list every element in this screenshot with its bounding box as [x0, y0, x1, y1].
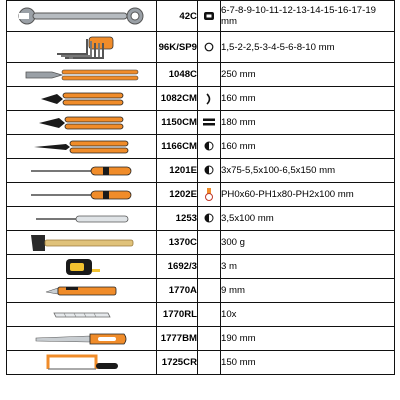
hex-key-set-icon [47, 34, 117, 60]
combination-pliers-icon [37, 114, 127, 132]
spec-symbol-cell [198, 159, 221, 183]
tool-image [7, 303, 157, 327]
tool-table [6, 0, 395, 375]
tool-image [7, 207, 157, 231]
long-nose-pliers-icon [32, 138, 132, 156]
tool-image [7, 279, 157, 303]
part-code: 1770RL [157, 303, 198, 327]
spec-symbol-cell [198, 327, 221, 351]
hex-socket-icon [203, 10, 215, 22]
spec-symbol-cell [198, 1, 221, 32]
tool-image [7, 87, 157, 111]
flat-jaw-icon [203, 117, 215, 127]
part-code: 1048C [157, 63, 198, 87]
size-description: 180 mm [221, 111, 395, 135]
size-description: 9 mm [221, 279, 395, 303]
size-description: 160 mm [221, 135, 395, 159]
size-description: 190 mm [221, 327, 395, 351]
part-code: 42C [157, 1, 198, 32]
spec-symbol-cell [198, 351, 221, 375]
tool-image [7, 159, 157, 183]
spec-symbol-cell [198, 111, 221, 135]
size-description: 160 mm [221, 87, 395, 111]
part-code: 1201E [157, 159, 198, 183]
tool-image [7, 32, 157, 63]
spec-symbol-cell [198, 207, 221, 231]
spec-symbol-cell [198, 231, 221, 255]
size-description: 10x [221, 303, 395, 327]
part-code: 96K/SP9 [157, 32, 198, 63]
size-description: 150 mm [221, 351, 395, 375]
spec-symbol-cell [198, 303, 221, 327]
size-description: 1,5-2-2,5-3-4-5-6-8-10 mm [221, 32, 395, 63]
table-row [7, 207, 395, 231]
tool-image [7, 135, 157, 159]
tool-image [7, 255, 157, 279]
tool-image [7, 351, 157, 375]
half-round-icon [204, 165, 214, 175]
table-row [7, 87, 395, 111]
size-description: 250 mm [221, 63, 395, 87]
side-cutter-icon [205, 93, 213, 105]
part-code: 1692/3 [157, 255, 198, 279]
table-row [7, 63, 395, 87]
phillips-screwdrivers-icon [27, 186, 137, 204]
water-pump-pliers-icon [22, 66, 142, 84]
table-row [7, 231, 395, 255]
spec-symbol-cell [198, 183, 221, 207]
part-code: 1770A [157, 279, 198, 303]
spec-symbol-cell [198, 32, 221, 63]
part-code: 1082CM [157, 87, 198, 111]
table-row [7, 183, 395, 207]
tool-image [7, 183, 157, 207]
phillips-icon [203, 188, 215, 202]
part-code: 1150CM [157, 111, 198, 135]
slotted-screwdrivers-icon [27, 162, 137, 180]
tool-image [7, 231, 157, 255]
part-code: 1202E [157, 183, 198, 207]
tool-image [7, 63, 157, 87]
size-description: 3 m [221, 255, 395, 279]
size-description: 6-7-8-9-10-11-12-13-14-15-16-17-19 mm [221, 1, 395, 32]
hand-saw-icon [32, 330, 132, 348]
part-code: 1370C [157, 231, 198, 255]
part-code: 1777BM [157, 327, 198, 351]
circle-outline-icon [204, 42, 214, 52]
table-row [7, 135, 395, 159]
size-description: 300 g [221, 231, 395, 255]
size-description: 3,5x100 mm [221, 207, 395, 231]
junior-hacksaw-icon [42, 353, 122, 373]
spec-symbol-cell [198, 255, 221, 279]
spec-symbol-cell [198, 63, 221, 87]
table-row [7, 351, 395, 375]
spare-blades-icon [52, 309, 112, 321]
size-description: 3x75-5,5x100-6,5x150 mm [221, 159, 395, 183]
table-row [7, 255, 395, 279]
size-description: PH0x60-PH1x80-PH2x100 mm [221, 183, 395, 207]
part-code: 1166CM [157, 135, 198, 159]
tape-measure-icon [62, 257, 102, 277]
table-row [7, 159, 395, 183]
tool-image [7, 327, 157, 351]
hammer-icon [27, 233, 137, 253]
table-row [7, 303, 395, 327]
table-row [7, 111, 395, 135]
part-code: 1725CR [157, 351, 198, 375]
voltage-tester-icon [32, 212, 132, 226]
tool-image [7, 1, 157, 32]
tool-image [7, 111, 157, 135]
combination-wrench-icon [17, 5, 147, 27]
diagonal-cutting-pliers-icon [37, 90, 127, 108]
part-code: 1253 [157, 207, 198, 231]
table-row [7, 1, 395, 32]
spec-symbol-cell [198, 279, 221, 303]
table-row [7, 32, 395, 63]
table-row [7, 327, 395, 351]
spec-symbol-cell [198, 87, 221, 111]
spec-symbol-cell [198, 135, 221, 159]
half-round-icon [204, 141, 214, 151]
table-row [7, 279, 395, 303]
utility-knife-icon [42, 283, 122, 299]
half-round-icon [204, 213, 214, 223]
